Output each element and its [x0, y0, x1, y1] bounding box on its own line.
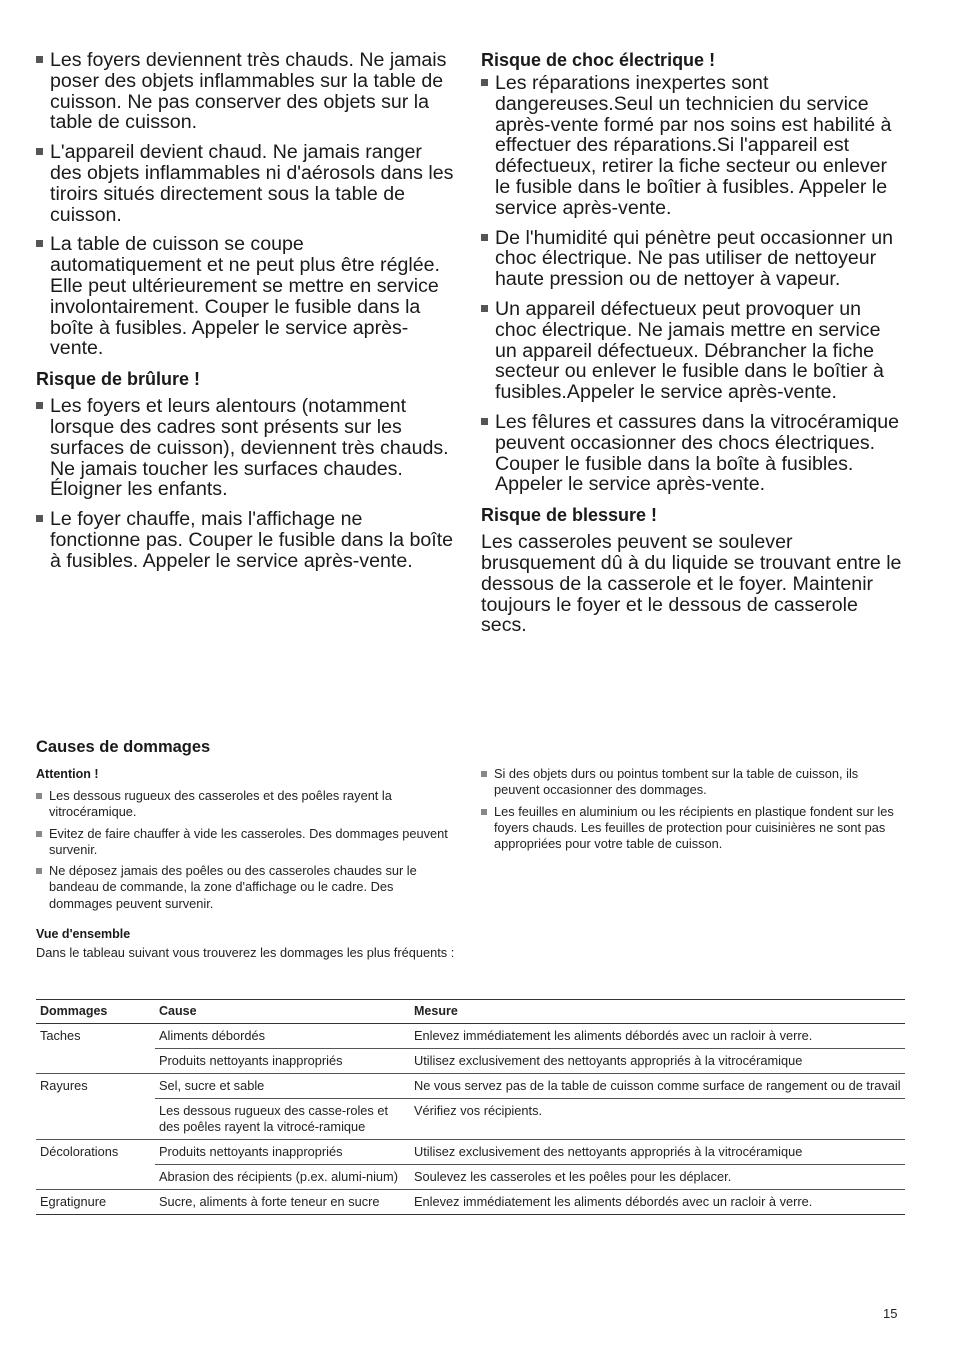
measure-cell: Ne vous servez pas de la table de cuisson comme surface de rangement ou de travail	[410, 1074, 905, 1099]
shock-heading: Risque de choc électrique !	[481, 50, 716, 70]
table-row	[36, 1190, 905, 1215]
measure-cell: Utilisez exclusivement des nettoyants appropriés à la vitrocéramique	[410, 1140, 905, 1165]
list-item: Un appareil défectueux peut provoquer un choc électrique. Ne jamais mettre en service un appareil défectueux. Débrancher la fiche secteur ou enlever le fusible dans le boîtier à fusibles.Appeler le service après-vente.	[481, 299, 906, 403]
measure-cell: Utilisez exclusivement des nettoyants appropriés à la vitrocéramique	[410, 1049, 905, 1074]
damage-cell: Egratignure	[36, 1190, 155, 1215]
list-item: Le foyer chauffe, mais l'affichage ne fonctionne pas. Couper le fusible dans la boîte à fusibles. Appeler le service après-vente.	[36, 509, 456, 571]
shock-warning-list	[481, 73, 906, 495]
overview-heading: Vue d'ensemble	[36, 927, 131, 942]
damage-cell: Taches	[36, 1024, 155, 1074]
intro-warning-list	[36, 50, 456, 359]
bullet-icon	[481, 771, 487, 777]
damages-table	[36, 999, 905, 1215]
header-cause: Cause	[155, 1000, 410, 1024]
list-item: Les dessous rugueux des casseroles et des poêles rayent la vitrocéramique.	[36, 788, 456, 821]
measure-cell: Soulevez les casseroles et les poêles pour les déplacer.	[410, 1165, 905, 1190]
table-row	[36, 1099, 905, 1140]
list-item: L'appareil devient chaud. Ne jamais ranger des objets inflammables ni d'aérosols dans les tiroirs situés directement sous la table de cuisson.	[36, 142, 456, 225]
list-item: Les foyers deviennent très chauds. Ne jamais poser des objets inflammables sur la table de cuisson. Ne pas conserver des objets sur la table de cuisson.	[36, 50, 456, 133]
table-row	[36, 1165, 905, 1190]
cause-cell: Les dessous rugueux des casse-roles et des poêles rayent la vitrocé-ramique	[155, 1099, 410, 1140]
bullet-icon	[36, 148, 43, 155]
injury-heading: Risque de blessure !	[481, 505, 658, 526]
header-measure: Mesure	[410, 1000, 905, 1024]
bullet-icon	[481, 809, 487, 815]
damages-left-list	[36, 788, 456, 912]
page-number: 15	[883, 1306, 898, 1321]
bullet-icon	[36, 402, 43, 409]
measure-cell: Vérifiez vos récipients.	[410, 1099, 905, 1140]
measure-cell: Enlevez immédiatement les aliments débordés avec un racloir à verre.	[410, 1024, 905, 1049]
cause-cell: Produits nettoyants inappropriés	[155, 1049, 410, 1074]
bullet-icon	[36, 793, 42, 799]
table-row	[36, 1049, 905, 1074]
burn-heading: Risque de brûlure !	[36, 369, 201, 390]
measure-cell: Enlevez immédiatement les aliments débordés avec un racloir à verre.	[410, 1190, 905, 1215]
bullet-icon	[481, 234, 488, 241]
bullet-icon	[36, 868, 42, 874]
left-column	[36, 50, 456, 581]
bullet-icon	[36, 515, 43, 522]
cause-cell: Sucre, aliments à forte teneur en sucre	[155, 1190, 410, 1215]
bullet-icon	[36, 240, 43, 247]
damages-left-column	[36, 737, 456, 961]
damage-cell: Rayures	[36, 1074, 155, 1140]
overview-text: Dans le tableau suivant vous trouverez les dommages les plus fréquents :	[36, 945, 455, 961]
list-item: Les feuilles en aluminium ou les récipients en plastique fondent sur les foyers chauds. Les feuilles de protection pour cuisinières ne sont pas appropriées pour votre table de cuisson.	[481, 804, 906, 853]
attention-label: Attention !	[36, 767, 99, 781]
damage-cell: Décolorations	[36, 1140, 155, 1190]
list-item: Evitez de faire chauffer à vide les casseroles. Des dommages peuvent survenir.	[36, 826, 456, 859]
cause-cell: Produits nettoyants inappropriés	[155, 1140, 410, 1165]
table-row	[36, 1024, 905, 1049]
table-row	[36, 1074, 905, 1099]
damages-right-column	[481, 766, 906, 857]
bullet-icon	[36, 56, 43, 63]
damages-right-list	[481, 766, 906, 852]
cause-cell: Sel, sucre et sable	[155, 1074, 410, 1099]
bullet-icon	[36, 831, 42, 837]
table-header-row	[36, 1000, 905, 1024]
list-item: Les réparations inexpertes sont dangereuses.Seul un technicien du service après-vente formé par nos soins est habilité à effectuer des réparations.Si l'appareil est défectueux, retirer la fiche secteur ou enlever le fusible dans le boîtier à fusibles. Appeler le service après-vente.	[481, 73, 906, 219]
header-damages: Dommages	[36, 1000, 155, 1024]
bullet-icon	[481, 305, 488, 312]
bullet-icon	[481, 79, 488, 86]
list-item: Les fêlures et cassures dans la vitrocéramique peuvent occasionner des chocs électriques. Couper le fusible dans la boîte à fusibles. Appeler le service après-vente.	[481, 412, 906, 495]
injury-text: Les casseroles peuvent se soulever brusquement dû à du liquide se trouvant entre le dessous de la casserole et le foyer. Maintenir toujours le foyer et le dessous de casserole secs.	[481, 531, 902, 637]
bullet-icon	[481, 418, 488, 425]
list-item: Si des objets durs ou pointus tombent sur la table de cuisson, ils peuvent occasionner des dommages.	[481, 766, 906, 799]
list-item: Les foyers et leurs alentours (notamment lorsque des cadres sont présents sur les surfaces de cuisson), deviennent très chauds. Ne jamais toucher les surfaces chaudes. Éloigner les enfants.	[36, 396, 456, 500]
list-item: La table de cuisson se coupe automatiquement et ne peut plus être réglée. Elle peut ultérieurement se mettre en service involontairement. Couper le fusible dans la boîte à fusibles. Appeler le service après-vente.	[36, 234, 456, 359]
list-item: Ne déposez jamais des poêles ou des casseroles chaudes sur le bandeau de commande, la zone d'affichage ou le cadre. Des dommages peuvent survenir.	[36, 863, 456, 912]
list-item: De l'humidité qui pénètre peut occasionner un choc électrique. Ne pas utiliser de nettoyeur haute pression ou de nettoyer à vapeur.	[481, 228, 906, 290]
right-column	[481, 49, 906, 636]
burn-warning-list	[36, 396, 456, 571]
cause-cell: Abrasion des récipients (p.ex. alumi-nium)	[155, 1165, 410, 1190]
table-row	[36, 1140, 905, 1165]
cause-cell: Aliments débordés	[155, 1024, 410, 1049]
damages-heading: Causes de dommages	[36, 738, 211, 756]
